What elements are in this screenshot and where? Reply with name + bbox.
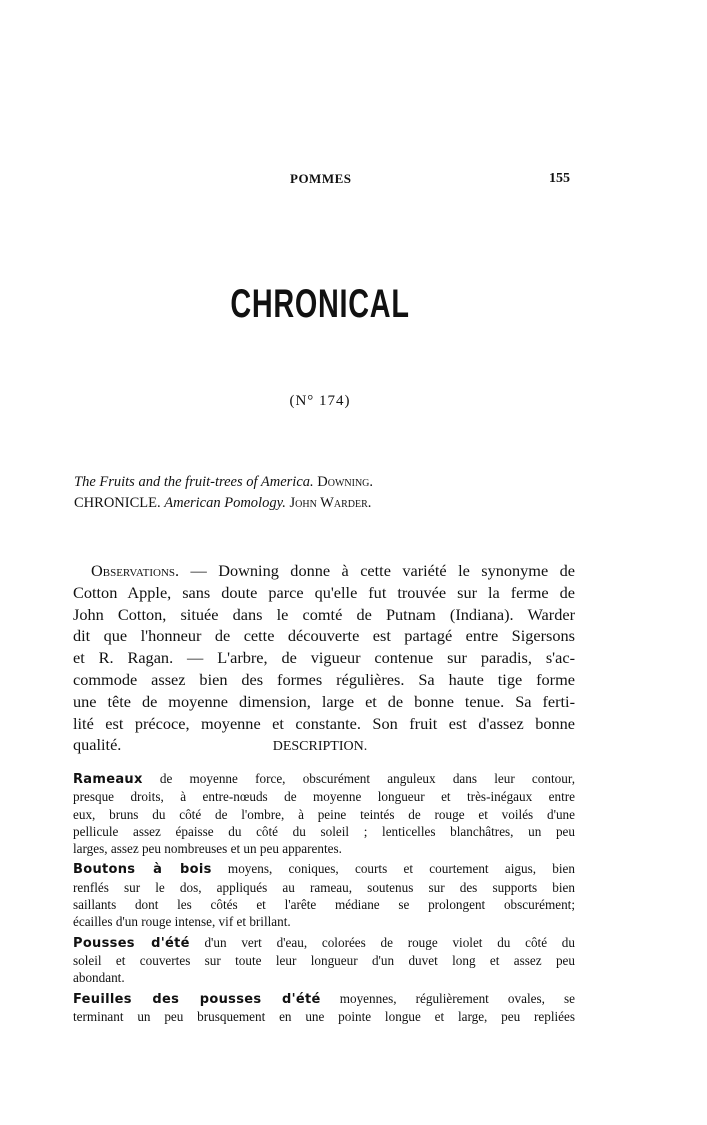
- text-line: [73, 625, 575, 647]
- line-text: moyennes, régulièrement ovales, se: [320, 990, 575, 1006]
- line-text: écailles d'un rouge intense, vif et brillant.: [73, 914, 291, 930]
- text-line: [73, 934, 575, 952]
- line-text: lité est précoce, moyenne et constante. Son fruit est d'assez bonne: [73, 713, 575, 733]
- line-text: renflés sur le dos, appliqués au rameau, soutenus sur des supports bien: [73, 879, 575, 895]
- line-text: commode assez bien des formes régulières. Sa haute tige forme: [73, 669, 575, 689]
- text-line: [73, 788, 575, 805]
- line-text: Cotton Apple, sans doute parce qu'elle fut trouvée sur la ferme de: [73, 582, 575, 602]
- line-text: d'un vert d'eau, colorées de rouge violet du côté du: [189, 934, 575, 950]
- text-line: [73, 990, 575, 1008]
- text-line: [73, 823, 575, 840]
- line-text: pellicule assez épaisse du côté du soleil ; lenticelles blanchâtres, un peu: [73, 823, 575, 839]
- line-text: abondant.: [73, 970, 125, 986]
- reference-author: Downing.: [317, 474, 374, 490]
- description-term: Rameaux: [73, 772, 143, 787]
- description-paragraph: [73, 860, 575, 930]
- text-line: [73, 604, 575, 626]
- text-line: [73, 896, 575, 913]
- observations-label: Observations.: [91, 561, 180, 580]
- line-text: moyens, coniques, courts et courtement aigus, bien: [211, 861, 575, 877]
- line-text: dit que l'honneur de cette découverte est partagé entre Sigersons: [73, 626, 575, 646]
- line-text: — Downing donne à cette variété le synonyme de: [179, 561, 575, 580]
- description-section: [73, 770, 575, 1028]
- text-line: [73, 840, 575, 857]
- text-line: [73, 860, 575, 878]
- description-term: Feuilles des pousses d'été: [73, 991, 321, 1007]
- description-paragraph: [73, 934, 575, 987]
- variety-number: (N° 174): [289, 393, 351, 409]
- reference-author: John Warder.: [289, 495, 372, 511]
- description-term: Boutons à bois: [73, 862, 212, 878]
- text-line: [73, 691, 575, 713]
- reference-title: American Pomology.: [164, 495, 286, 511]
- text-line: [73, 560, 575, 582]
- reference-title: The Fruits and the fruit-trees of America.: [74, 474, 314, 490]
- observations-paragraph: [73, 560, 575, 756]
- line-text: une tête de moyenne dimension, large et de bonne tenue. Sa ferti-: [73, 691, 575, 711]
- description-paragraph: [73, 770, 575, 857]
- text-line: [73, 713, 575, 735]
- running-head: POMMES: [290, 171, 352, 186]
- line-text: qualité.: [73, 735, 122, 755]
- text-line: [73, 969, 575, 986]
- description-term: Pousses d'été: [73, 935, 190, 951]
- line-text: John Cotton, située dans le comté de Putnam (Indiana). Warder: [73, 604, 575, 624]
- text-line: [73, 647, 575, 669]
- line-text: soleil et couvertes sur toute leur longueur d'un duvet long et assez peu: [73, 952, 575, 968]
- text-line: [73, 582, 575, 604]
- page-number: 155: [549, 171, 570, 186]
- text-line: [73, 770, 575, 788]
- text-line: [73, 913, 575, 930]
- text-line: [73, 806, 575, 823]
- line-text: larges, assez peu nombreuses et un peu apparentes.: [73, 841, 342, 857]
- text-line: [73, 952, 575, 969]
- text-line: [73, 669, 575, 691]
- line-text: presque droits, à entre-nœuds de moyenne longueur et très-inégaux entre: [73, 789, 575, 805]
- line-text: et R. Ragan. — L'arbre, de vigueur contenue sur paradis, s'ac-: [73, 648, 575, 668]
- line-text: saillants dont les côtés et l'arête médiane se prolongent obscurément;: [73, 897, 575, 913]
- line-text: terminant un peu brusquement en une pointe longue et large, peu repliées: [73, 1008, 575, 1024]
- text-line: [73, 879, 575, 896]
- description-heading: DESCRIPTION.: [272, 739, 368, 754]
- page-title: CHRONICAL: [230, 282, 410, 326]
- description-paragraph: [73, 990, 575, 1026]
- reference-synonym: CHRONICLE.: [74, 495, 161, 511]
- reference-warder: [74, 493, 574, 514]
- reference-downing: [74, 472, 574, 493]
- text-line: [73, 1008, 575, 1025]
- line-text: de moyenne force, obscurément anguleux dans leur contour,: [142, 771, 575, 786]
- line-text: eux, bruns du côté de l'ombre, à peine teintés de rouge et voilés d'une: [73, 806, 575, 822]
